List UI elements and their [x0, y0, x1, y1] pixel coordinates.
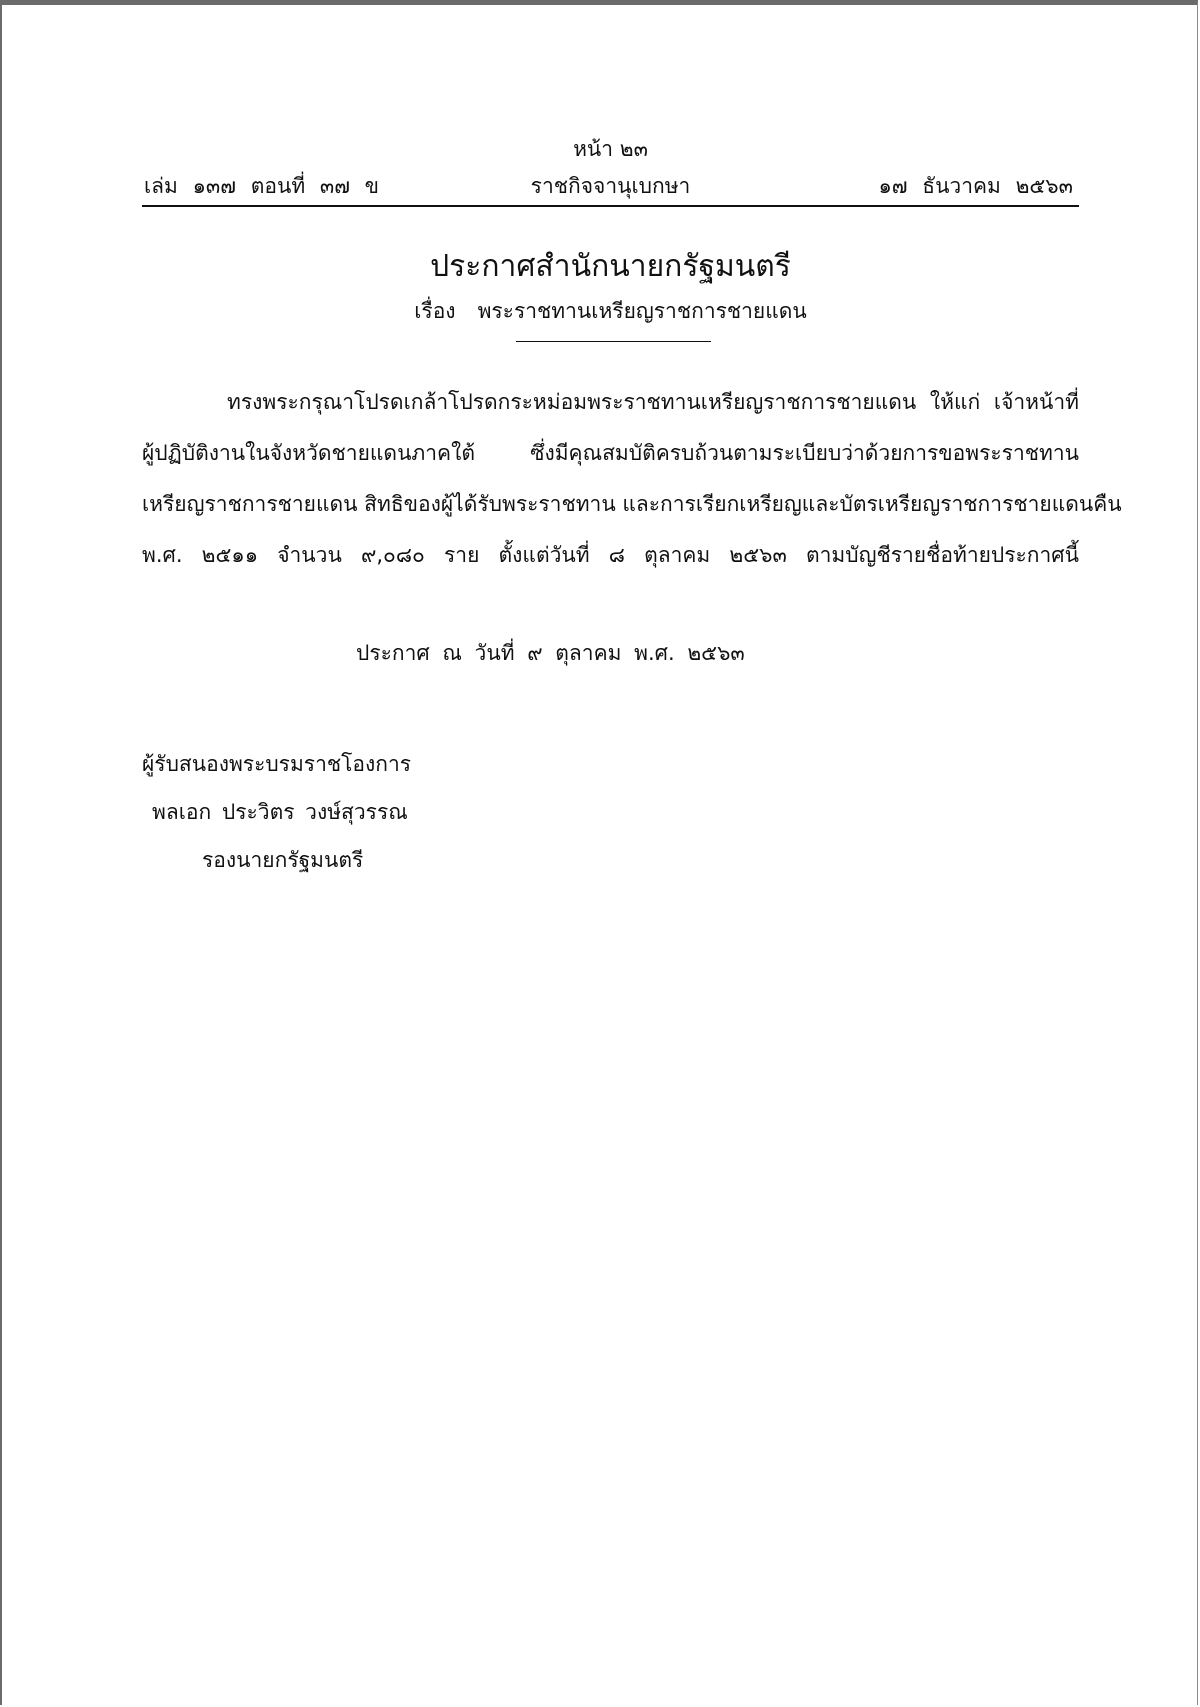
announcement-title: ประกาศสำนักนายกรัฐมนตรี: [430, 249, 791, 284]
title-divider: [516, 341, 711, 342]
countersign-label: ผู้รับสนองพระบรมราชโองการ: [142, 752, 412, 776]
publication-date: ๑๗ ธันวาคม ๒๕๖๓: [878, 174, 1073, 198]
signatory-position: รองนายกรัฐมนตรี: [202, 848, 364, 872]
publication-name: ราชกิจจานุเบกษา: [530, 174, 691, 198]
issued-date: ประกาศ ณ วันที่ ๙ ตุลาคม พ.ศ. ๒๕๖๓: [356, 641, 745, 665]
page-number: หน้า ๒๓: [573, 137, 648, 161]
body-line: ผู้ปฏิบัติงานในจังหวัดชายแดนภาคใต้ ซึ่งมีคุณสมบัติครบถ้วนตามระเบียบว่าด้วยการขอพระราชทาน: [142, 441, 1079, 465]
subject-label: เรื่อง: [414, 299, 456, 323]
gazette-header: [142, 133, 1079, 208]
signature-block: [142, 740, 411, 884]
announcement-body: [142, 377, 1122, 581]
body-line: พ.ศ. ๒๕๑๑ จำนวน ๙,๐๘๐ ราย ตั้งแต่วันที่ ๘ ตุลาคม ๒๕๖๓ ตามบัญชีรายชื่อท้ายประกาศนี้: [142, 543, 1079, 567]
body-line: ทรงพระกรุณาโปรดเกล้าโปรดกระหม่อมพระราชทานเหรียญราชการชายแดน ให้แก่ เจ้าหน้าที่: [227, 390, 1079, 414]
header-row: [142, 170, 1079, 200]
subject-line: [142, 295, 1079, 328]
body-line: เหรียญราชการชายแดน สิทธิของผู้ได้รับพระราชทาน และการเรียกเหรียญและบัตรเหรียญราชการชายแดนคืน: [142, 492, 1122, 516]
subject-text: พระราชทานเหรียญราชการชายแดน: [477, 299, 807, 323]
header-divider: [142, 205, 1079, 207]
volume-issue: เล่ม ๑๓๗ ตอนที่ ๓๗ ข: [144, 174, 380, 198]
signatory-name: พลเอก ประวิตร วงษ์สุวรรณ: [152, 800, 408, 824]
